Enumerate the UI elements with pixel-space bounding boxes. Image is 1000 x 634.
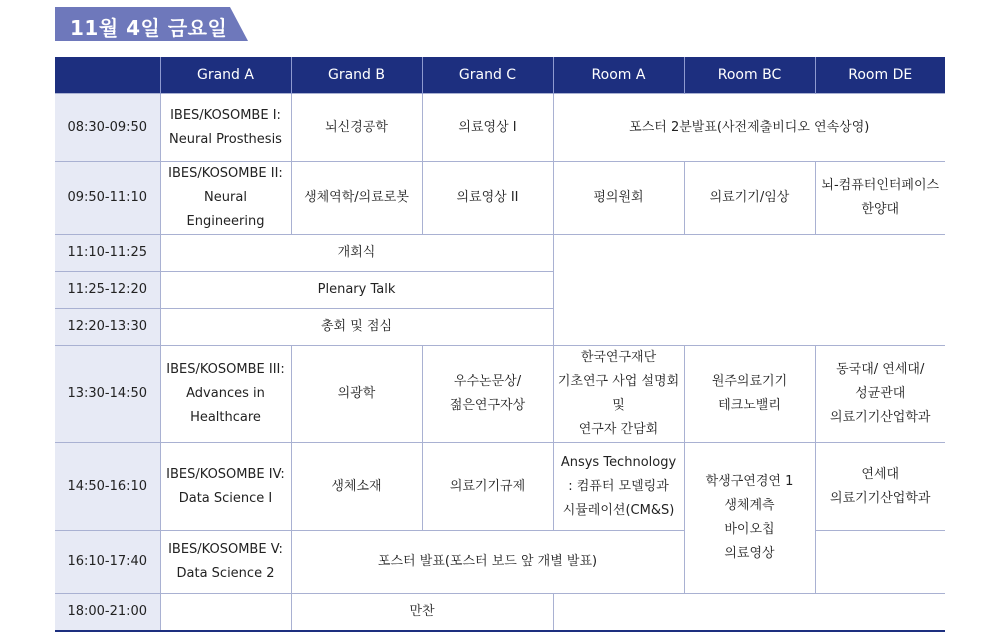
session-line: Ansys Technology xyxy=(560,454,677,470)
session-cell: 포스터 2분발표(사전제출비디오 연속상영) xyxy=(553,94,945,162)
session-line: 연구자 간담회 xyxy=(578,422,659,437)
session-line: IBES/KOSOMBE III: xyxy=(166,362,285,377)
empty-cell xyxy=(160,594,291,631)
session-line: 젊은연구자상 xyxy=(449,398,526,413)
session-cell: 평의원회 xyxy=(553,162,684,235)
header-room-bc: Room BC xyxy=(684,57,815,94)
session-line: 성균관대 xyxy=(855,386,906,401)
time-cell: 12:20-13:30 xyxy=(55,309,160,346)
session-cell: 의료영상 II xyxy=(422,162,553,235)
header-time xyxy=(55,57,160,94)
session-line: : 컴퓨터 모델링과 xyxy=(568,478,669,494)
session-cell xyxy=(422,346,553,443)
session-cell xyxy=(815,346,945,443)
header-grand-b: Grand B xyxy=(291,57,422,94)
session-line: 연세대 xyxy=(861,466,900,482)
session-line: Neural Engineering xyxy=(186,190,265,229)
day-title: 11월 4일 금요일 xyxy=(70,16,228,40)
schedule-table xyxy=(55,57,945,632)
session-line: IBES/KOSOMBE I: xyxy=(170,107,281,123)
time-cell: 11:10-11:25 xyxy=(55,235,160,272)
time-cell: 16:10-17:40 xyxy=(55,531,160,594)
session-line: 학생구연경연 1 xyxy=(705,474,794,489)
header-row xyxy=(55,57,945,94)
session-cell: Plenary Talk xyxy=(160,272,553,309)
time-cell: 09:50-11:10 xyxy=(55,162,160,235)
session-line: 기초연구 사업 설명회 및 xyxy=(557,374,680,413)
table-row xyxy=(55,162,945,235)
session-line: 시뮬레이션(CM&S) xyxy=(562,502,675,518)
day-tab xyxy=(55,7,248,41)
empty-cell xyxy=(553,235,945,346)
time-cell: 18:00-21:00 xyxy=(55,594,160,631)
session-line: 바이오칩 xyxy=(724,522,775,537)
session-line: 한국연구재단 xyxy=(580,350,657,365)
empty-cell xyxy=(815,531,945,594)
session-cell xyxy=(160,162,291,235)
session-line: 테크노밸리 xyxy=(718,398,781,413)
empty-cell xyxy=(553,594,945,631)
session-cell: 의료기기규제 xyxy=(422,443,553,531)
session-line: Data Science I xyxy=(178,490,273,506)
session-line: 원주의료기기 xyxy=(711,374,788,389)
session-cell: 의광학 xyxy=(291,346,422,443)
session-cell: 개회식 xyxy=(160,235,553,272)
session-line: Healthcare xyxy=(190,410,261,425)
time-cell: 14:50-16:10 xyxy=(55,443,160,531)
session-line: IBES/KOSOMBE II: xyxy=(168,166,283,181)
session-line: 우수논문상/ xyxy=(453,374,522,389)
session-line: IBES/KOSOMBE V: xyxy=(168,542,283,557)
session-cell xyxy=(160,94,291,162)
table-row xyxy=(55,94,945,162)
session-cell xyxy=(160,346,291,443)
session-line: 뇌-컴퓨터인터페이스 xyxy=(821,178,940,193)
session-cell xyxy=(553,443,684,531)
session-cell: 뇌신경공학 xyxy=(291,94,422,162)
session-cell xyxy=(684,346,815,443)
time-cell: 08:30-09:50 xyxy=(55,94,160,162)
session-line: 의료영상 xyxy=(724,546,775,561)
header-grand-c: Grand C xyxy=(422,57,553,94)
session-cell: 만찬 xyxy=(291,594,553,631)
session-line: Data Science 2 xyxy=(176,566,275,581)
session-line: IBES/KOSOMBE IV: xyxy=(166,466,285,482)
time-cell: 13:30-14:50 xyxy=(55,346,160,443)
session-line: Advances in xyxy=(186,386,265,401)
header-room-de: Room DE xyxy=(815,57,945,94)
session-line: Neural Prosthesis xyxy=(169,131,282,147)
session-line: 생체계측 xyxy=(724,498,775,513)
table-row xyxy=(55,235,945,272)
session-line: 의료기기산업학과 xyxy=(830,410,931,425)
session-cell: 생체역학/의료로봇 xyxy=(291,162,422,235)
table-row xyxy=(55,443,945,531)
header-room-a: Room A xyxy=(553,57,684,94)
session-cell xyxy=(160,443,291,531)
session-cell: 포스터 발표(포스터 보드 앞 개별 발표) xyxy=(291,531,684,594)
session-cell: 총회 및 점심 xyxy=(160,309,553,346)
session-line: 동국대/ 연세대/ xyxy=(836,362,925,377)
session-cell xyxy=(815,162,945,235)
session-cell xyxy=(684,443,815,594)
session-cell xyxy=(553,346,684,443)
session-line: 한양대 xyxy=(861,202,900,217)
session-cell: 생체소재 xyxy=(291,443,422,531)
session-line: 의료기기산업학과 xyxy=(830,490,931,506)
table-row xyxy=(55,346,945,443)
header-grand-a: Grand A xyxy=(160,57,291,94)
session-cell xyxy=(160,531,291,594)
table-row xyxy=(55,594,945,631)
session-cell: 의료영상 I xyxy=(422,94,553,162)
session-cell xyxy=(815,443,945,531)
time-cell: 11:25-12:20 xyxy=(55,272,160,309)
session-cell: 의료기기/임상 xyxy=(684,162,815,235)
